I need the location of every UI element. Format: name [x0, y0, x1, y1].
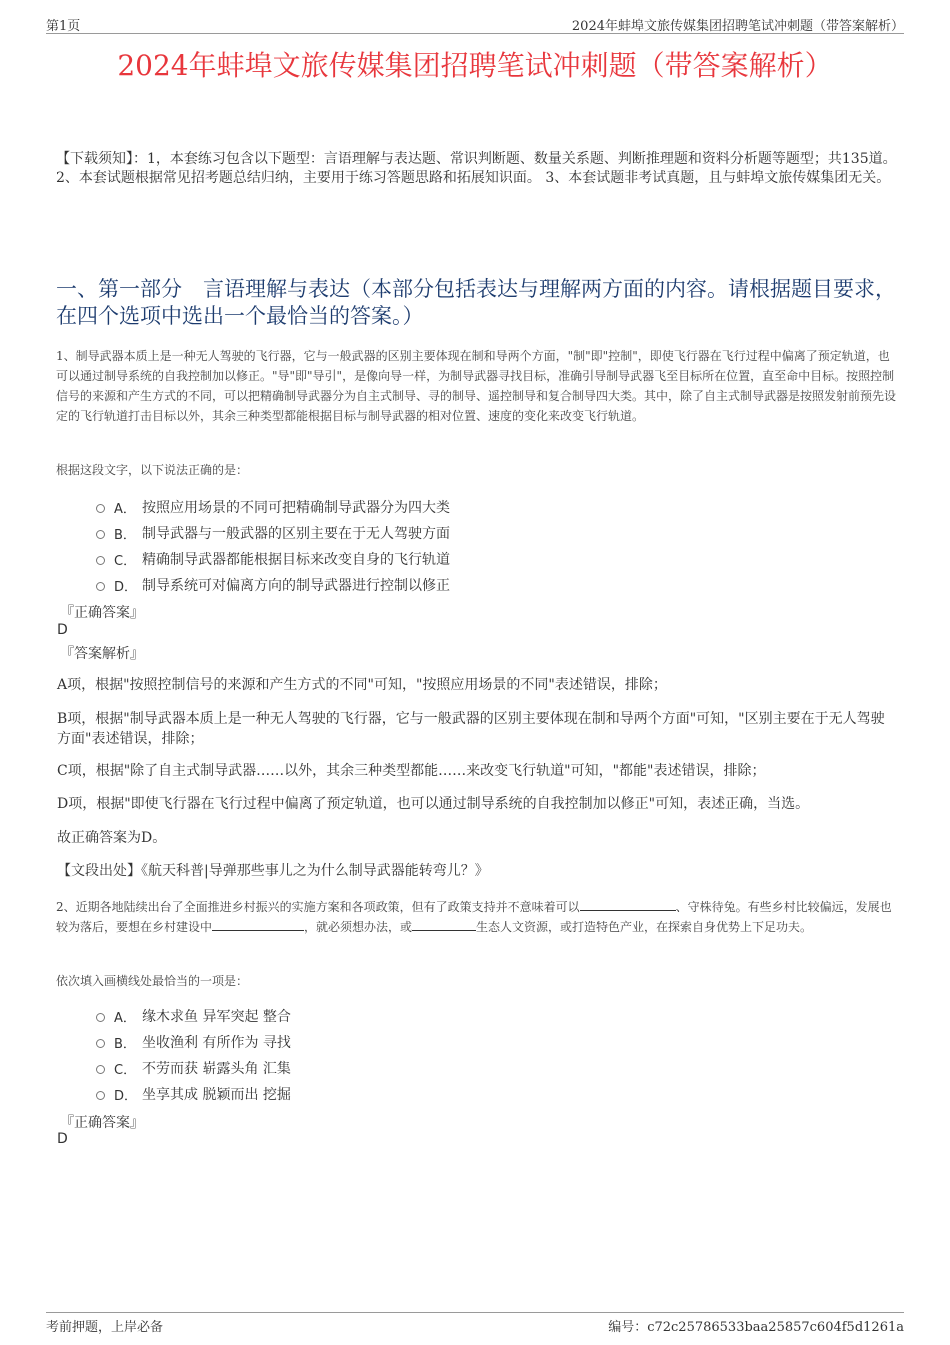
radio-icon[interactable] — [96, 582, 105, 591]
q1-source: 【文段出处】《航天科普|导弹那些事儿之为什么制导武器能转弯儿？》 — [57, 863, 489, 879]
option-text: 缘木求鱼 异军突起 整合 — [142, 1009, 291, 1025]
q1-option-b[interactable] — [96, 520, 856, 546]
q1-answer-label: 『正确答案』 — [60, 605, 144, 621]
option-letter: D． — [114, 579, 138, 595]
q1-analysis-d: D项，根据"即使飞行器在飞行过程中偏离了预定轨道，也可以通过制导系统的自我控制加以修正"可知，表述正确，当选。 — [57, 796, 810, 812]
q2-text-2: 、守株待兔。有些乡村比较偏远，发展也较为落后，要想在乡村建设中 — [56, 900, 892, 934]
q1-option-a[interactable] — [96, 494, 856, 520]
option-letter: A． — [114, 501, 136, 517]
q1-answer: D — [57, 622, 68, 638]
q1-analysis-label: 『答案解析』 — [60, 646, 144, 662]
q1-option-c[interactable] — [96, 546, 856, 572]
q2-text-1: 2、近期各地陆续出台了全面推进乡村振兴的实施方案和各项政策，但有了政策支持并不意味着可以 — [56, 900, 580, 914]
page-header — [46, 13, 904, 34]
option-text: 不劳而获 崭露头角 汇集 — [142, 1061, 291, 1077]
section-heading: 一、第一部分 言语理解与表达（本部分包括表达与理解两方面的内容。请根据题目要求，在四个选项中选出一个最恰当的答案。） — [56, 277, 896, 328]
option-text: 坐收渔利 有所作为 寻找 — [142, 1035, 291, 1051]
header-doc-title: 2024年蚌埠文旅传媒集团招聘笔试冲刺题（带答案解析） — [571, 19, 904, 34]
blank-2 — [212, 918, 304, 931]
option-text: 精确制导武器都能根据目标来改变自身的飞行轨道 — [142, 552, 450, 568]
option-text: 按照应用场景的不同可把精确制导武器分为四大类 — [142, 500, 450, 516]
option-letter: C． — [114, 1062, 137, 1078]
footer-slogan: 考前押题，上岸必备 — [46, 1320, 164, 1335]
q2-option-c[interactable] — [96, 1055, 856, 1081]
q2-answer: D — [57, 1131, 68, 1147]
option-letter: B． — [114, 527, 136, 543]
option-text: 制导武器与一般武器的区别主要在于无人驾驶方面 — [142, 526, 450, 542]
page-footer — [46, 1312, 904, 1335]
q2-prompt: 依次填入画横线处最恰当的一项是： — [56, 974, 249, 988]
radio-icon[interactable] — [96, 556, 105, 565]
q1-options — [96, 494, 856, 598]
radio-icon[interactable] — [96, 530, 105, 539]
q2-text-3: ，就必须想办法，或 — [304, 920, 413, 934]
option-letter: C． — [114, 553, 137, 569]
download-notice: 【下载须知】：1，本套练习包含以下题型：言语理解与表达题、常识判断题、数量关系题、判断推理题和资料分析题等题型；共135道。 2、本套试题根据常见招考题总结归纳，主要用于练习答题思路和拓展知识面。 3、本套试题非考试真题，且与蚌埠文旅传媒集团无关。 — [56, 151, 897, 186]
q2-option-a[interactable] — [96, 1003, 856, 1029]
radio-icon[interactable] — [96, 1065, 105, 1074]
q1-passage: 1、制导武器本质上是一种无人驾驶的飞行器，它与一般武器的区别主要体现在制和导两个方面，"制"即"控制"，即使飞行器在飞行过程中偏离了预定轨道，也可以通过制导系统的自我控制加以修正。"导"即"导引"，是像向导一样，为制导武器寻找目标，准确引导制导武器飞至目标所在位置，直至命中目标。按照控制信号的来源和产生方式的不同，可以把精确制导武器分为自主式制导、寻的制导、遥控制导和复合制导四大类。其中，除了自主式制导武器是按照发射前预先设定的飞行轨道打击目标以外，其余三种类型都能根据目标与制导武器的相对位置、速度的变化来改变飞行轨道。 — [56, 349, 897, 423]
page-number: 第1页 — [46, 19, 81, 34]
q2-options — [96, 1003, 856, 1107]
q2-option-b[interactable] — [96, 1029, 856, 1055]
q1-prompt: 根据这段文字，以下说法正确的是： — [56, 463, 249, 477]
q1-option-d[interactable] — [96, 572, 856, 598]
q1-conclusion: 故正确答案为D。 — [57, 830, 167, 846]
option-letter: B． — [114, 1036, 136, 1052]
footer-serial: 编号：c72c25786533baa25857c604f5d1261a — [608, 1320, 904, 1335]
option-text: 坐享其成 脱颖而出 挖掘 — [142, 1087, 291, 1103]
q2-option-d[interactable] — [96, 1081, 856, 1107]
q2-text-4: 生态人文资源，或打造特色产业，在探索自身优势上下足功夫。 — [476, 920, 813, 934]
radio-icon[interactable] — [96, 1091, 105, 1100]
blank-1 — [580, 898, 676, 911]
q1-analysis-a: A项，根据"按照控制信号的来源和产生方式的不同"可知，"按照应用场景的不同"表述错误，排除； — [57, 677, 667, 693]
q2-passage — [56, 897, 901, 937]
page-title: 2024年蚌埠文旅传媒集团招聘笔试冲刺题（带答案解析） — [117, 49, 833, 82]
radio-icon[interactable] — [96, 1013, 105, 1022]
option-text: 制导系统可对偏离方向的制导武器进行控制以修正 — [142, 578, 450, 594]
q1-analysis-b: B项，根据"制导武器本质上是一种无人驾驶的飞行器，它与一般武器的区别主要体现在制和导两个方面"可知，"区别主要在于无人驾驶方面"表述错误，排除； — [57, 711, 885, 747]
radio-icon[interactable] — [96, 1039, 105, 1048]
option-letter: A． — [114, 1010, 136, 1026]
option-letter: D． — [114, 1088, 138, 1104]
q1-analysis-c: C项，根据"除了自主式制导武器……以外，其余三种类型都能……来改变飞行轨道"可知，"都能"表述错误，排除； — [57, 763, 766, 779]
blank-3 — [412, 918, 476, 931]
radio-icon[interactable] — [96, 504, 105, 513]
q2-answer-label: 『正确答案』 — [60, 1115, 144, 1131]
